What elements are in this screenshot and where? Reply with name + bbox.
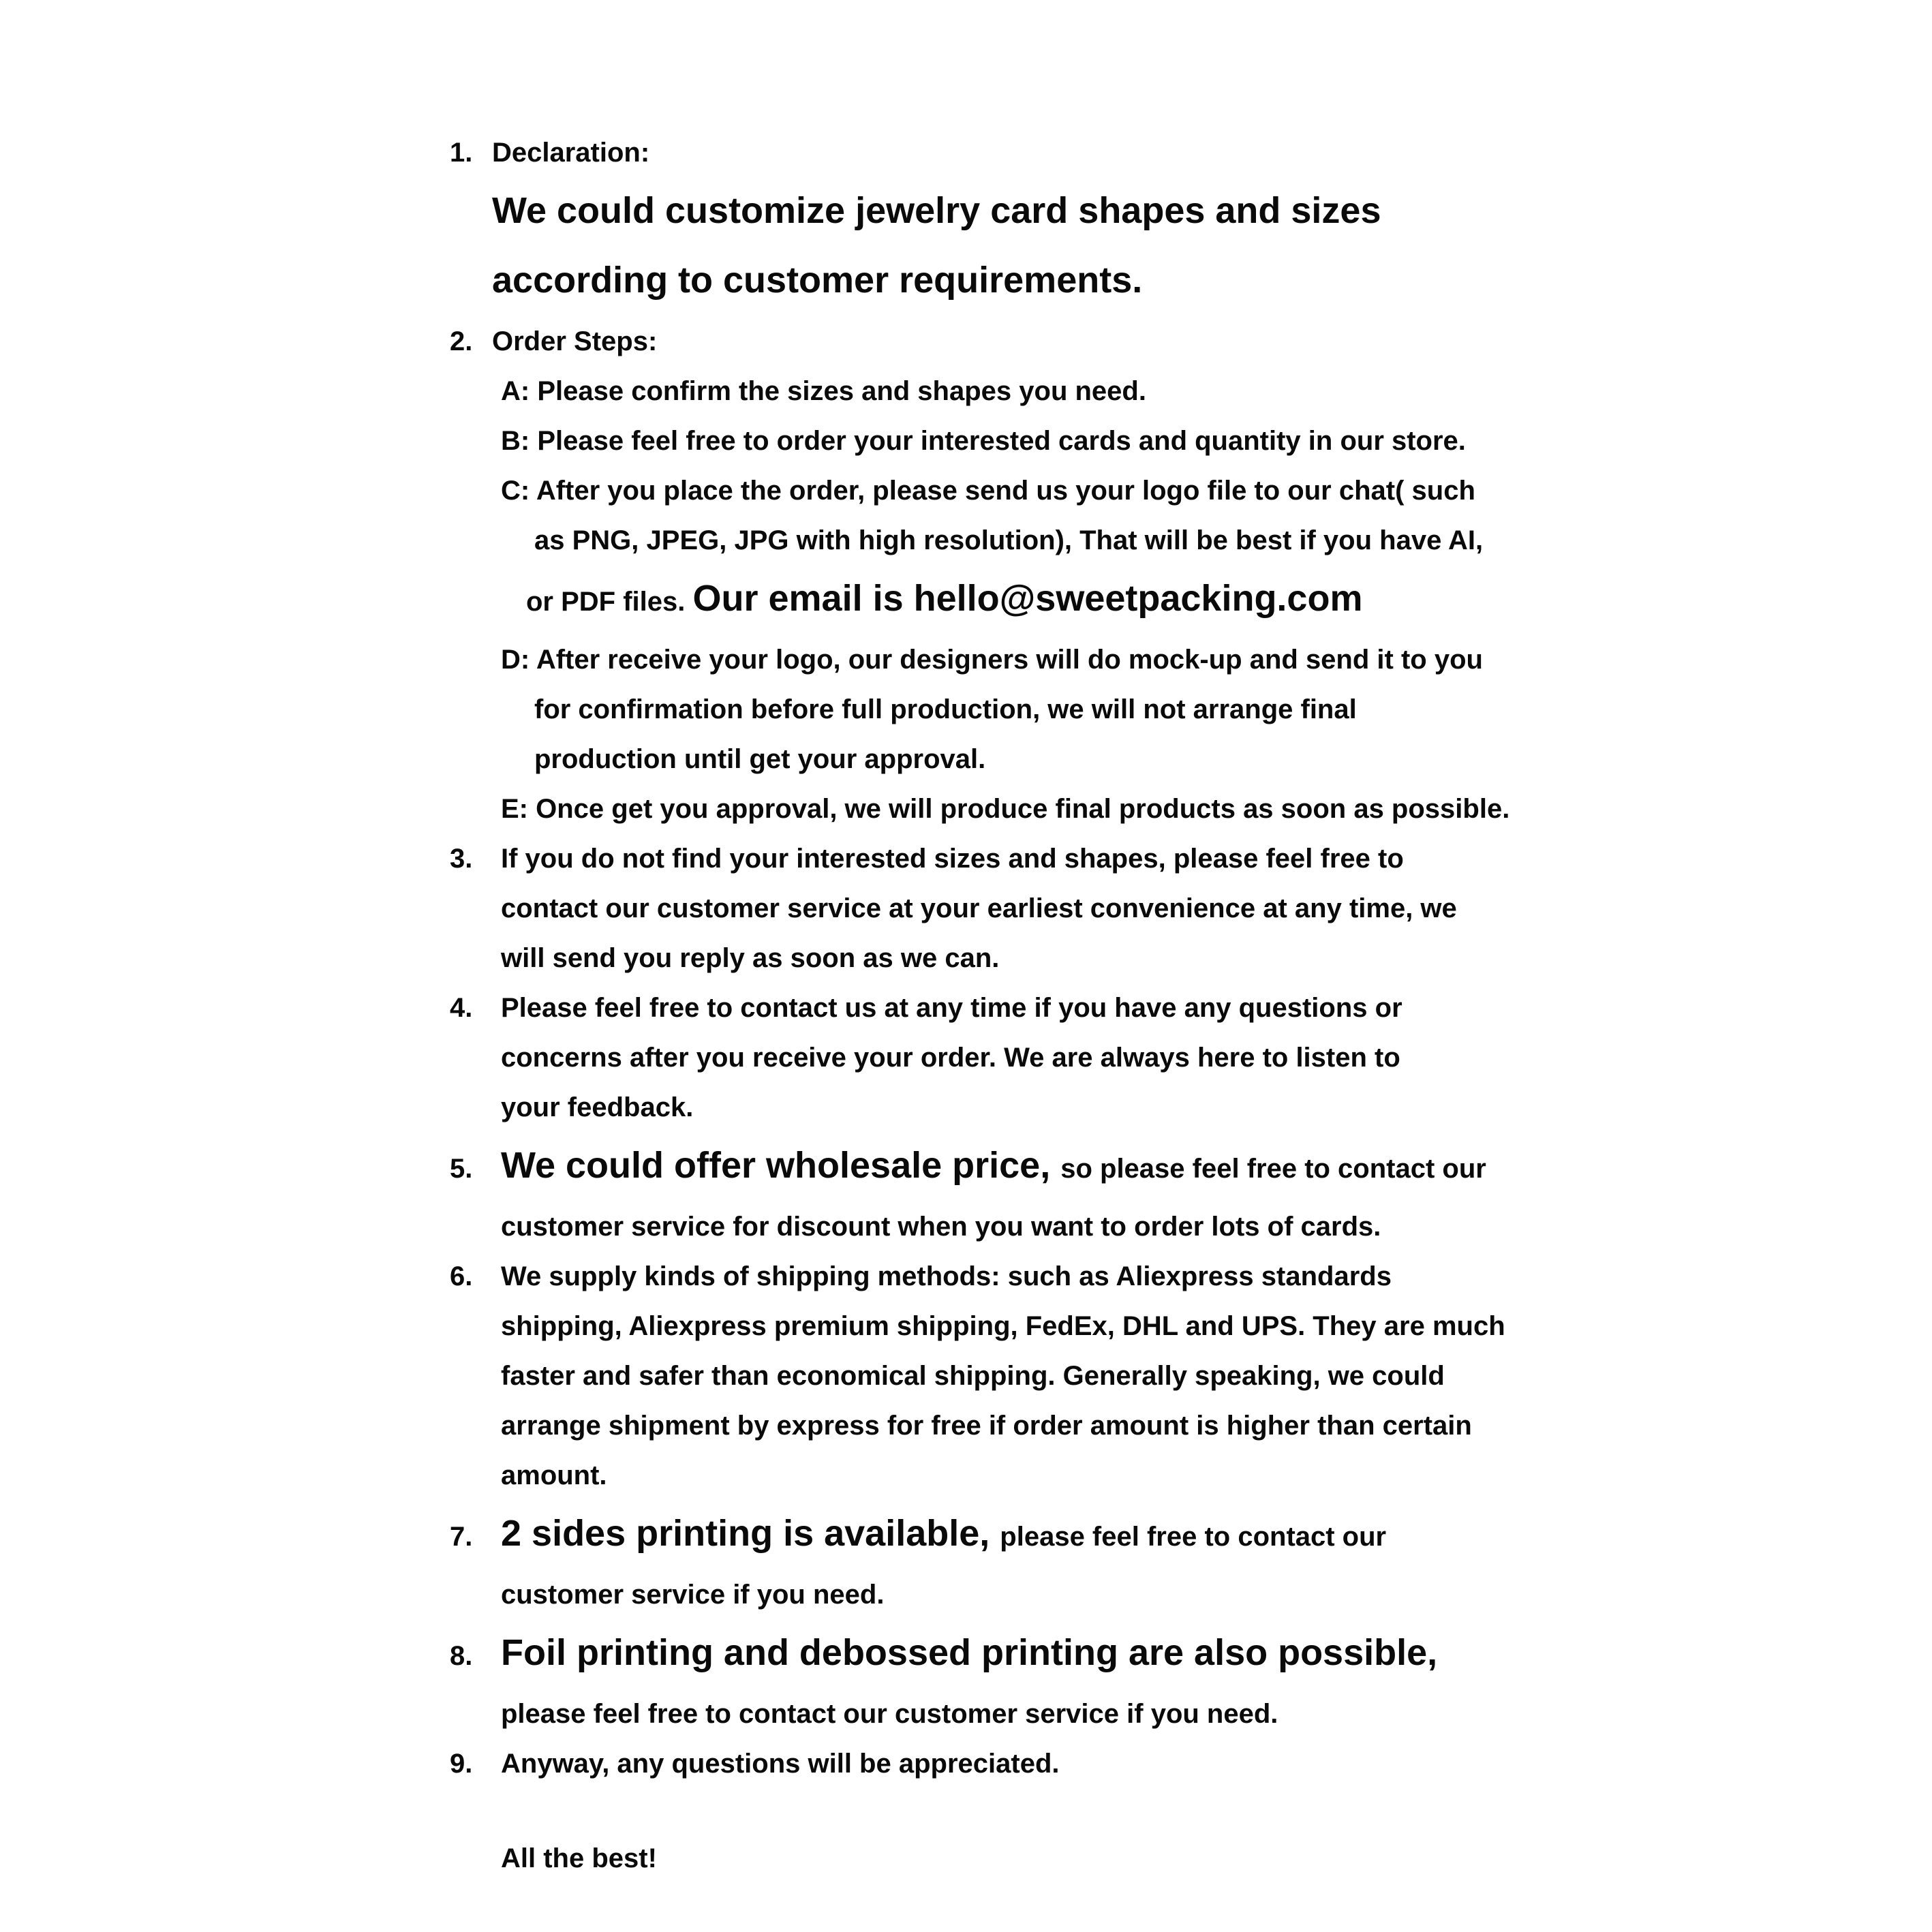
list-item-content [492,317,1755,834]
list-item-content [492,1739,1755,1789]
text-line [501,1033,1755,1083]
list-item-number: 8. [450,1641,473,1671]
list-item [450,128,1755,317]
text-segment: Please feel free to contact us at any time if you have any questions or [501,993,1402,1023]
text-line [501,1401,1755,1451]
text-segment: We could offer wholesale price, [501,1145,1061,1186]
list-item [450,1501,1755,1620]
text-line [501,1302,1755,1351]
text-segment: will send you reply as soon as we can. [501,943,1000,973]
list-item-content [492,1133,1755,1252]
text-segment: customer service for discount when you want to order lots of cards. [501,1212,1381,1242]
text-line [501,367,1755,416]
list-item [450,1739,1755,1789]
numbered-list [450,128,1755,1789]
text-segment: contact our customer service at your earliest convenience at any time, we [501,893,1457,923]
text-line [534,735,1755,784]
list-item-number: 9. [450,1749,473,1779]
list-item-number: 2. [450,326,473,356]
list-item [450,1620,1755,1739]
list-item [450,1133,1755,1252]
text-line [492,178,1755,247]
list-item-content [492,1620,1755,1739]
text-segment: Declaration: [492,138,650,168]
text-line [501,834,1755,884]
text-segment: customer service if you need. [501,1580,885,1610]
text-line [501,466,1755,516]
text-line [501,1570,1755,1620]
email-text: Our email is hello@sweetpacking.com [692,578,1363,619]
list-item-number: 1. [450,138,473,168]
list-item-content [492,128,1755,317]
text-segment: B: Please feel free to order your interested cards and quantity in our store. [501,426,1466,456]
text-line [501,1351,1755,1401]
text-line [501,1689,1755,1739]
text-segment: We supply kinds of shipping methods: such as Aliexpress standards [501,1261,1392,1291]
text-segment: D: After receive your logo, our designers will do mock-up and send it to you [501,645,1483,675]
text-line [526,566,1755,635]
text-segment: Order Steps: [492,326,658,356]
text-segment: We could customize jewelry card shapes and sizes [492,190,1381,231]
list-item-content [492,1252,1755,1501]
text-segment: please feel free to contact our customer service if you need. [501,1699,1278,1729]
text-line [501,784,1755,834]
text-segment: C: After you place the order, please send us your logo file to our chat( such [501,476,1475,506]
text-segment: A: Please confirm the sizes and shapes you need. [501,376,1146,406]
list-item [450,1252,1755,1501]
text-line [501,1739,1755,1789]
text-line [534,516,1755,566]
text-line [501,983,1755,1033]
text-segment: so please feel free to contact our [1060,1154,1486,1184]
list-item-content [492,834,1755,983]
text-line [501,1451,1755,1501]
text-segment: according to customer requirements. [492,260,1143,301]
text-line [501,1501,1755,1570]
list-item-number: 6. [450,1261,473,1291]
closing-line: All the best! [501,1843,657,1873]
text-line [501,1252,1755,1302]
text-segment: Foil printing and debossed printing are also possible, [501,1632,1438,1673]
text-segment: production until get your approval. [534,744,986,774]
text-line [501,1133,1755,1202]
list-item-content [492,983,1755,1133]
text-segment: 2 sides printing is available, [501,1513,1000,1554]
text-segment: or PDF files. [526,587,693,617]
list-item-number: 5. [450,1154,473,1184]
text-segment: If you do not find your interested sizes and shapes, please feel free to [501,844,1404,874]
text-line [492,247,1755,317]
text-line [492,317,1755,367]
text-line [501,635,1755,685]
list-item [450,834,1755,983]
list-item [450,983,1755,1133]
list-item-content [492,1501,1755,1620]
text-segment: concerns after you receive your order. We are always here to listen to [501,1043,1400,1073]
text-segment: faster and safer than economical shipping. Generally speaking, we could [501,1361,1445,1391]
list-item-number: 4. [450,993,473,1023]
text-line [501,416,1755,466]
list-item-number: 3. [450,844,473,874]
list-item-number: 7. [450,1522,473,1552]
text-line [501,1202,1755,1252]
text-segment: amount. [501,1460,607,1490]
text-segment: as PNG, JPEG, JPG with high resolution), That will be best if you have AI, [534,525,1484,555]
text-segment: E: Once get you approval, we will produce final products as soon as possible. [501,794,1510,824]
text-line [501,934,1755,983]
text-line [501,1083,1755,1133]
list-item [450,317,1755,834]
text-segment: arrange shipment by express for free if order amount is higher than certain [501,1411,1472,1441]
text-segment: for confirmation before full production, we will not arrange final [534,694,1357,724]
text-line [501,884,1755,934]
text-line [534,685,1755,735]
text-segment: your feedback. [501,1092,694,1122]
text-line [501,1620,1755,1689]
text-line [492,128,1755,178]
text-segment: please feel free to contact our [1000,1522,1387,1552]
text-segment: Anyway, any questions will be appreciated. [501,1749,1060,1779]
text-segment: shipping, Aliexpress premium shipping, FedEx, DHL and UPS. They are much [501,1311,1505,1341]
